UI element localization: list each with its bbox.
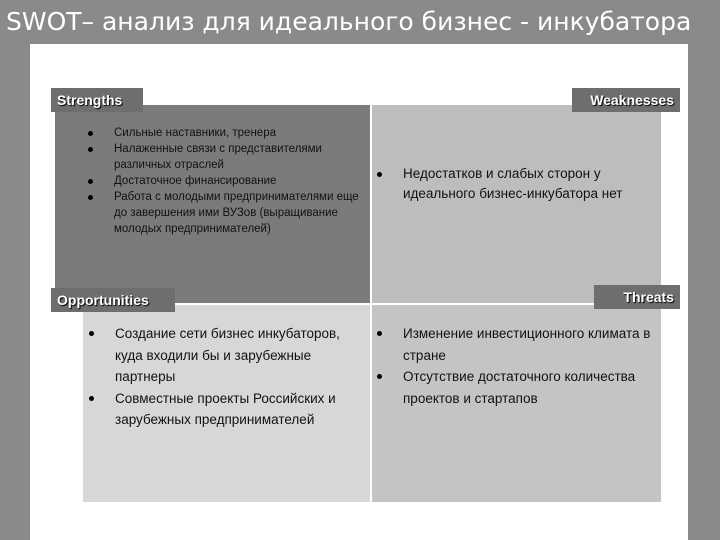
strengths-list [84,125,364,237]
list-item: Сильные наставники, тренера [84,125,364,141]
list-item: Совместные проекты Российских и зарубежных предпринимателей [85,388,365,431]
threats-list [373,323,658,409]
opportunities-list [85,323,365,431]
weaknesses-list [373,164,658,204]
list-item: Недостатков и слабых сторон у идеального бизнес-инкубатора нет [373,164,658,204]
list-item: Создание сети бизнес инкубаторов, куда входили бы и зарубежные партнеры [85,323,365,388]
list-item: Работа с молодыми предпринимателями еще до завершения ими ВУЗов (выращивание молодых предпринимателей) [84,189,364,237]
list-item: Изменение инвестиционного климата в стране [373,323,658,366]
list-item: Отсутствие достаточного количества проектов и стартапов [373,366,658,409]
list-item: Достаточное финансирование [84,173,364,189]
opportunities-label: Opportunities [51,288,175,312]
list-item: Налаженные связи с представителями различных отраслей [84,141,364,173]
threats-label: Threats [594,285,680,309]
weaknesses-label: Weaknesses [572,88,680,112]
slide-title: SWOT– анализ для идеального бизнес - инкубатора [6,7,692,36]
weaknesses-quadrant [372,105,661,305]
strengths-label: Strengths [51,88,143,112]
